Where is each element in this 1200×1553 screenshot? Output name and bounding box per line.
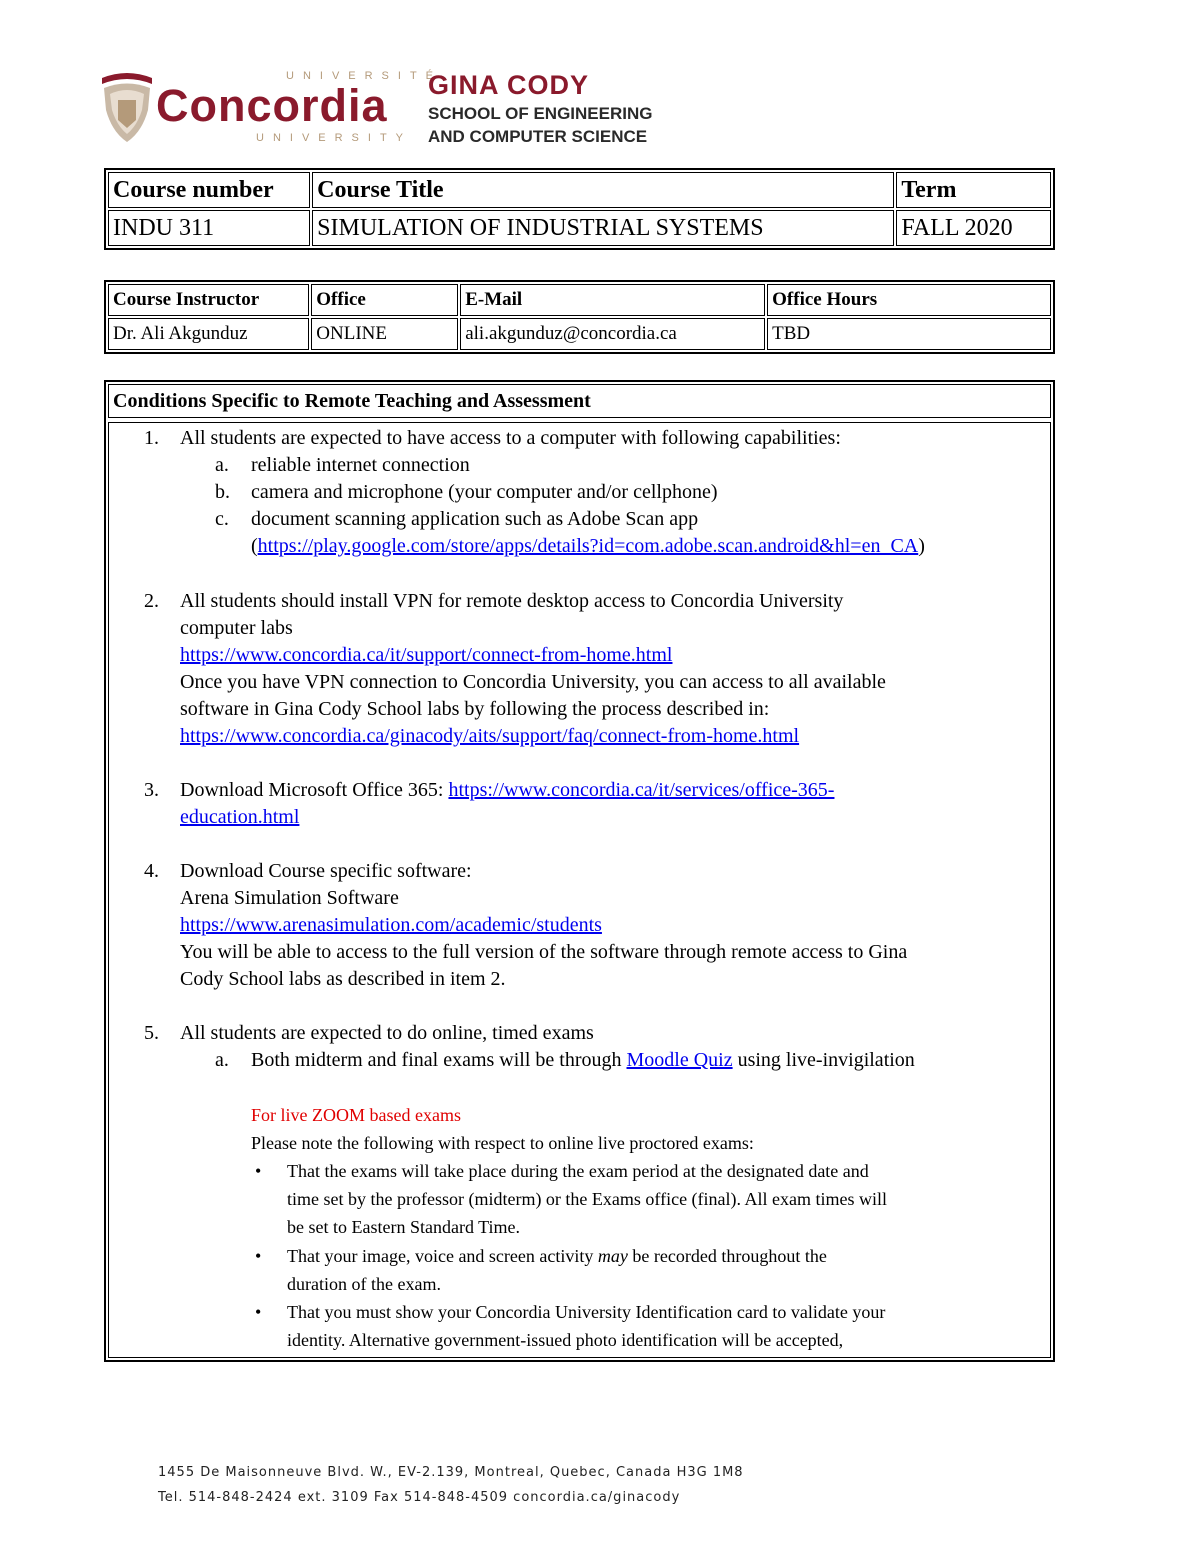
conditions-box [104,380,1055,1362]
office-value: ONLINE [311,318,458,350]
item-1b-label: b. [215,481,230,503]
footer-contact: Tel. 514-848-2424 ext. 3109 Fax 514-848-4509 concordia.ca/ginacody [158,1490,681,1505]
item-2-line3: Once you have VPN connection to Concordia University, you can access to all available [180,671,886,693]
item-5a-post: using live-invigilation [732,1049,915,1071]
item-5-text: All students are expected to do online, timed exams [180,1022,594,1044]
instructor-header: Course Instructor [108,284,309,316]
gina-cody-labs-link[interactable]: https://www.concordia.ca/ginacody/aits/support/faq/connect-from-home.html [180,725,800,747]
item-5a-label: a. [215,1049,229,1071]
item-1c-text: document scanning application such as Adobe Scan app [251,508,699,530]
course-title-value: SIMULATION OF INDUSTRIAL SYSTEMS [312,210,894,246]
office-365-link-part1[interactable]: https://www.concordia.ca/it/services/office-365- [448,779,835,801]
item-5a-line [251,1047,915,1074]
paren-open: ( [251,535,258,557]
bullet-2-line1 [287,1243,827,1270]
instructor-value: Dr. Ali Akgunduz [108,318,309,350]
office-header: Office [311,284,458,316]
item-1a-text: reliable internet connection [251,454,470,476]
item-2-number: 2. [144,590,159,612]
instructor-table-header-row [108,284,1051,316]
item-4-line2: Arena Simulation Software [180,887,399,909]
vpn-link[interactable]: https://www.concordia.ca/it/support/connect-from-home.html [180,644,673,666]
footer-address: 1455 De Maisonneuve Blvd. W., EV-2.139, Montreal, Quebec, Canada H3G 1M8 [158,1465,744,1480]
term-header: Term [896,172,1051,208]
zoom-exams-heading: For live ZOOM based exams [251,1105,461,1125]
item-5a-pre: Both midterm and final exams will be through [251,1049,627,1071]
item-3-number: 3. [144,779,159,801]
item-1-number: 1. [144,427,159,449]
bullet-1-line2: time set by the professor (midterm) or the Exams office (final). All exam times will [287,1189,888,1209]
item-3-line1 [180,777,834,804]
email-value: ali.akgunduz@concordia.ca [460,318,765,350]
item-4-line4: Cody School labs as described in item 2. [180,968,506,990]
course-title-header: Course Title [312,172,894,208]
adobe-scan-link[interactable]: https://play.google.com/store/apps/details?id=com.adobe.scan.android&hl=en_CA [257,535,919,557]
conditions-title: Conditions Specific to Remote Teaching and Assessment [108,384,1051,418]
concordia-wordmark: Concordia [156,80,388,131]
zoom-exams-intro: Please note the following with respect to online live proctored exams: [251,1133,754,1153]
concordia-shield-icon [98,70,156,144]
bullet-1-line3: be set to Eastern Standard Time. [287,1217,520,1237]
course-table [104,168,1055,250]
term-value: FALL 2020 [896,210,1051,246]
item-1a-label: a. [215,454,229,476]
header-logos [98,66,718,152]
bullet-2-pre: That your image, voice and screen activity [287,1246,598,1266]
instructor-table [104,280,1055,354]
office-hours-header: Office Hours [767,284,1051,316]
office-hours-value: TBD [767,318,1051,350]
item-3-text: Download Microsoft Office 365: [180,779,449,801]
school-line-3: AND COMPUTER SCIENCE [428,127,648,146]
universite-label: UNIVERSITÉ [286,70,443,82]
course-number-value: INDU 311 [108,210,310,246]
bullet-2-post: be recorded throughout the [627,1246,827,1266]
item-2-line4: software in Gina Cody School labs by following the process described in: [180,698,770,720]
paren-close: ) [918,535,925,557]
item-4-number: 4. [144,860,159,882]
school-line-2: SCHOOL OF ENGINEERING [428,104,653,123]
item-1c-label: c. [215,508,229,530]
item-1c-link-line [251,533,925,560]
course-table-row [108,210,1051,246]
bullet-3-icon: • [255,1302,262,1322]
item-1-text: All students are expected to have access to a computer with following capabilities: [180,427,841,449]
item-5-number: 5. [144,1022,159,1044]
bullet-3-line2: identity. Alternative government-issued photo identification will be accepted, [287,1330,844,1350]
course-number-header: Course number [108,172,310,208]
item-4-line1: Download Course specific software: [180,860,472,882]
office-365-link-part2[interactable]: education.html [180,806,300,828]
item-2-line2: computer labs [180,617,293,639]
bullet-3-line1: That you must show your Concordia University Identification card to validate your [287,1302,886,1322]
item-4-line3: You will be able to access to the full version of the software through remote access to Gina [180,941,908,963]
conditions-body [108,422,1051,1358]
gina-cody-title: GINA CODY [428,70,590,100]
email-header: E-Mail [460,284,765,316]
item-1b-text: camera and microphone (your computer and/or cellphone) [251,481,718,503]
arena-link[interactable]: https://www.arenasimulation.com/academic/students [180,914,602,936]
bullet-2-em: may [597,1246,628,1266]
item-2-line1: All students should install VPN for remote desktop access to Concordia University [180,590,844,612]
university-label: UNIVERSITY [256,132,413,144]
moodle-quiz-link[interactable]: Moodle Quiz [626,1049,733,1071]
instructor-table-row [108,318,1051,350]
bullet-2-line2: duration of the exam. [287,1274,441,1294]
bullet-1-line1: That the exams will take place during the exam period at the designated date and [287,1161,869,1181]
course-table-header-row [108,172,1051,208]
bullet-2-icon: • [255,1246,262,1266]
bullet-1-icon: • [255,1161,262,1181]
